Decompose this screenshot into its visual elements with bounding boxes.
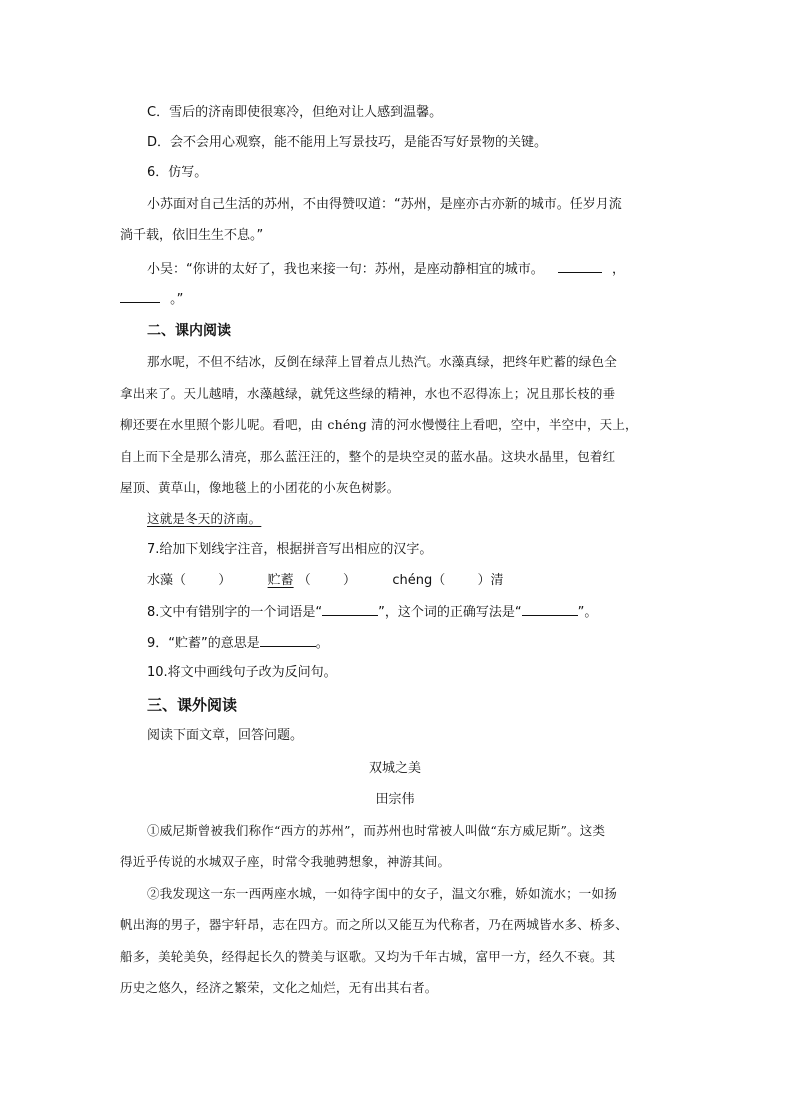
q8-answer-blank-1[interactable]: [322, 601, 378, 616]
q5-option-d: D．会不会用心观察，能不能用上写景技巧，是能否写好景物的关键。: [147, 135, 548, 150]
section2-passage-line: 柳还要在水里照个影儿呢。看吧，由 chéng 清的河水慢慢往上看吧，空中，半空中，天上，: [120, 417, 638, 432]
q6-closing-quote: 。”: [170, 292, 184, 307]
q6-separator: ，: [612, 262, 626, 277]
q6-answer-blank-1[interactable]: [558, 258, 602, 273]
article-paragraph-line: 船多，美轮美奂，经得起长久的赞美与讴歌。又均为千年古城，富甲一方，经久不衰。其: [120, 949, 616, 964]
section3-instruction: 阅读下面文章，回答问题。: [147, 728, 304, 743]
q6-paragraph2-line2: [120, 288, 183, 311]
q10-prompt: 10.将文中画线句子改为反问句。: [147, 665, 337, 680]
article-title: 双城之美: [368, 761, 421, 776]
section2-underlined-sentence: 这就是冬天的济南。: [147, 511, 262, 526]
q7-prompt: 7.给加下划线字注音，根据拼音写出相应的汉字。: [147, 542, 433, 557]
section2-heading: 二、课内阅读: [147, 323, 231, 339]
q9-text-a: 9．“贮蓄”的意思是: [147, 636, 260, 651]
q9-answer-blank[interactable]: [260, 632, 316, 647]
q6-title: 6．仿写。: [147, 165, 208, 180]
q5-option-c: C．雪后的济南即使很寒冷，但绝对让人感到温馨。: [147, 105, 443, 120]
q7-item-cheng: chéng（: [392, 573, 446, 588]
q6-paragraph1-line2: 淌千载，依旧生生不息。”: [120, 228, 264, 243]
section2-passage-line: 自上而下全是那么清亮，那么蓝汪汪的，整个的是块空灵的蓝水晶。这块水晶里，包着红: [120, 449, 616, 464]
section2-passage-line: 屋顶、黄草山，像地毯上的小团花的小灰色树影。: [120, 480, 400, 495]
article-paragraph-line: 帆出海的男子，器宇轩昂，志在四方。而之所以又能互为代称者，乃在两城皆水多、桥多、: [120, 917, 629, 932]
article-author: 田宗伟: [375, 792, 415, 807]
q8-answer-blank-2[interactable]: [522, 601, 578, 616]
q7-item-close-paren-qing: ）清: [477, 573, 504, 588]
q7-item-shuizao: 水藻（: [147, 573, 187, 588]
section2-passage-line: 那水呢，不但不结冰，反倒在绿萍上冒着点儿热汽。水藻真绿，把终年贮蓄的绿色全: [147, 354, 617, 369]
q7-item-close-paren: ）: [343, 573, 357, 588]
section3-heading: 三、课外阅读: [147, 696, 238, 714]
q6-paragraph1-line1: 小苏面对自己生活的苏州，不由得赞叹道：“苏州，是座亦古亦新的城市。任岁月流: [147, 197, 622, 212]
article-paragraph-line: 历史之悠久，经济之繁荣，文化之灿烂，无有出其右者。: [120, 980, 438, 995]
q9-text-b: 。: [315, 636, 329, 651]
article-paragraph-line: ①威尼斯曾被我们称作“西方的苏州”，而苏州也时常被人叫做“东方威尼斯”。这类: [147, 823, 606, 838]
section2-passage-line: 拿出来了。天儿越晴，水藻越绿，就凭这些绿的精神，水也不忍得冻上；况且那长枝的垂: [120, 386, 616, 401]
q7-item-open-paren: （: [297, 573, 311, 588]
article-paragraph-line: ②我发现这一东一西两座水城，一如待字闺中的女子，温文尔雅，娇如流水；一如扬: [147, 886, 617, 901]
q8-text-b: ”，这个词的正确写法是“: [378, 605, 522, 620]
q8-text-c: ”。: [577, 605, 598, 620]
q8-row: [147, 601, 597, 624]
q7-item-zhuxu: 贮蓄: [267, 573, 294, 588]
q9-row: [147, 632, 329, 655]
q7-items-row: [147, 570, 504, 592]
q6-paragraph2-line1: [147, 258, 625, 281]
q8-text-a: 8.文中有错别字的一个词语是“: [147, 605, 323, 620]
q6-answer-blank-2[interactable]: [120, 288, 160, 303]
article-paragraph-line: 得近乎传说的水城双子座，时常令我驰骋想象，神游其间。: [120, 854, 451, 869]
q7-item-close-paren: ）: [218, 573, 232, 588]
q6-paragraph2-text: 小吴：“你讲的太好了，我也来接一句：苏州，是座动静相宜的城市。: [147, 262, 544, 277]
